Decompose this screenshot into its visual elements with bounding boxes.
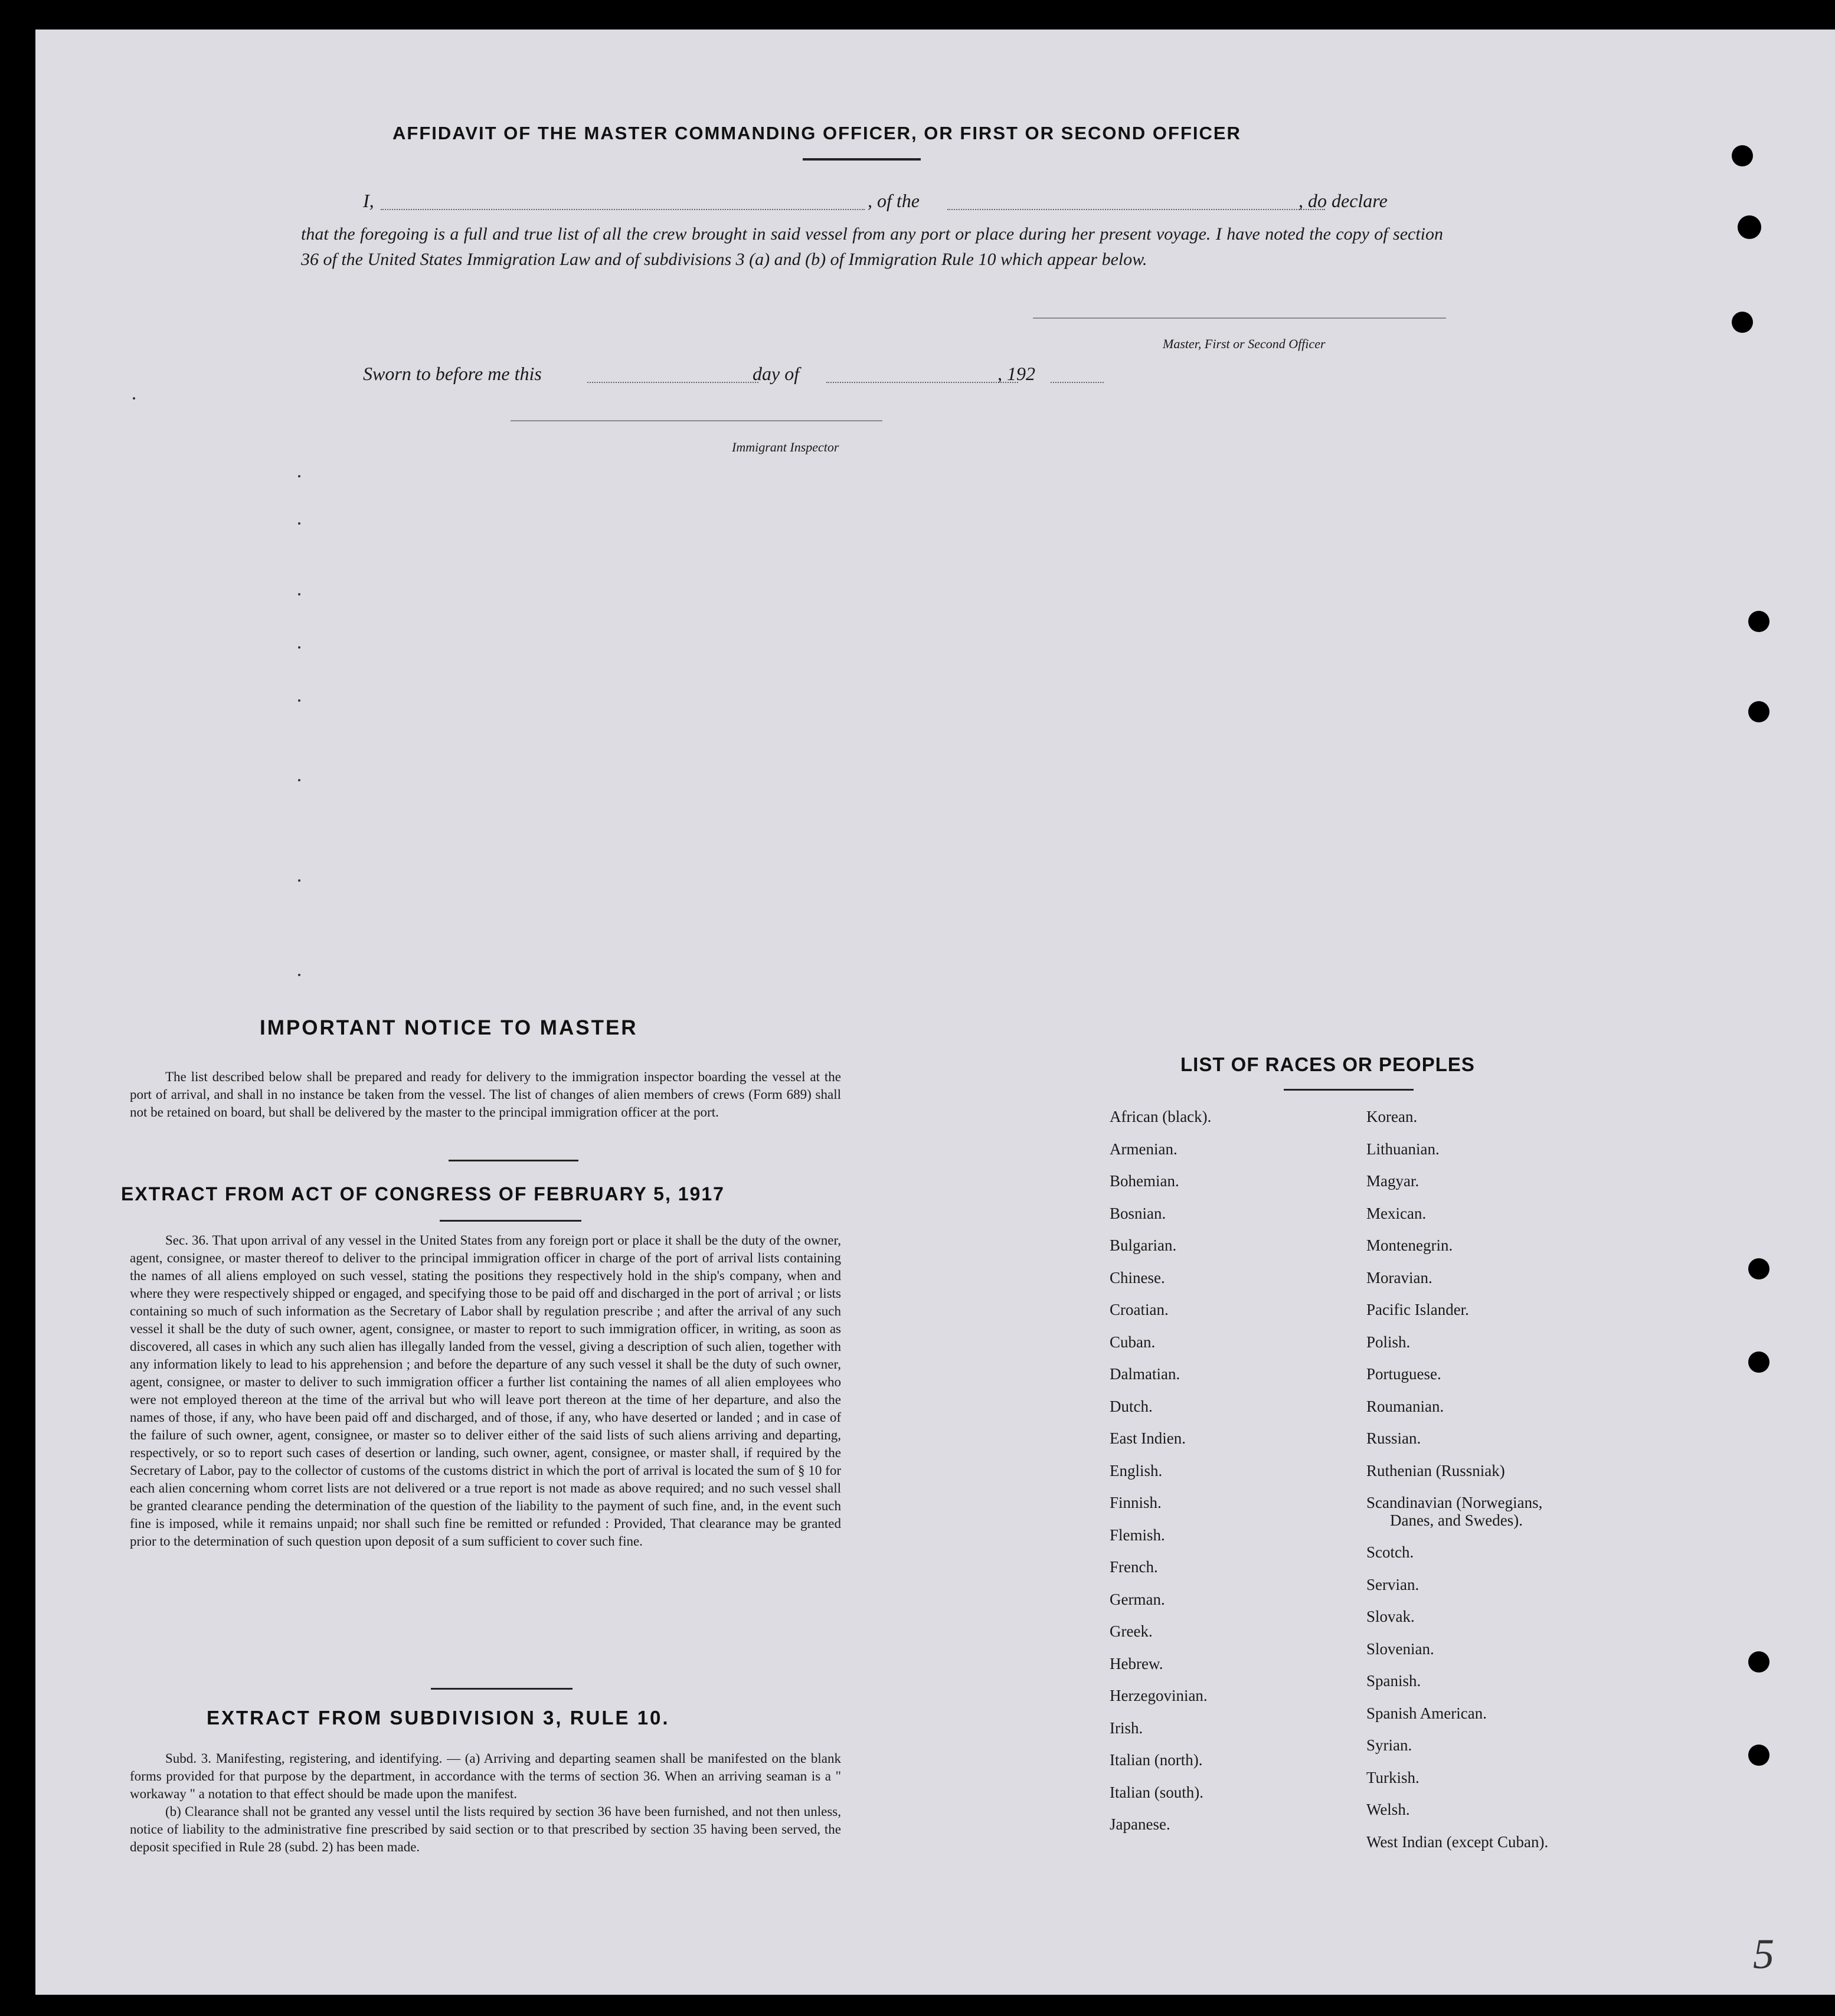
inspector-caption: Immigrant Inspector [732, 440, 839, 454]
race-item: Finnish. [1110, 1494, 1162, 1511]
inspector-signature-line [511, 420, 882, 421]
master-signature-caption: Master, First or Second Officer [1163, 336, 1326, 351]
races-title: LIST OF RACES OR PEOPLES [1180, 1053, 1475, 1075]
race-item: African (black). [1110, 1108, 1212, 1125]
punch-hole [1748, 1651, 1769, 1673]
handwritten-page-number: 5 [1753, 1930, 1774, 1978]
act-extract-divider [431, 1688, 573, 1690]
race-item: Hebrew. [1110, 1654, 1163, 1673]
race-item: Greek. [1110, 1622, 1153, 1640]
punch-hole [1732, 312, 1753, 333]
stray-mark [298, 974, 300, 976]
punch-hole [1748, 611, 1769, 632]
notice-title: IMPORTANT NOTICE TO MASTER [260, 1016, 638, 1039]
race-item: Irish. [1110, 1719, 1143, 1737]
subdivision-b-paragraph: (b) Clearance shall not be granted any vessel until the lists required by section 36 have been furnished, and not then unless, notice of liability to the administrative fine prescribed by said section or to that prescribed by section 35 having been served, the deposit specified in Rule 28 (subd. 2) has been made. [130, 1804, 841, 1854]
race-item: Spanish. [1366, 1672, 1421, 1690]
race-item: Armenian. [1110, 1140, 1177, 1158]
stray-mark [298, 593, 300, 595]
stray-mark [298, 879, 300, 882]
race-item: Polish. [1366, 1333, 1411, 1351]
stray-mark [298, 646, 300, 649]
master-signature-line [1033, 318, 1446, 319]
subdivision-a-paragraph: Subd. 3. Manifesting, registering, and identifying. — (a) Arriving and departing seamen shall be manifested on the blank forms provided for that purpose by the department, in accordance with the terms of section 36. When an arriving seaman is a " workaway " a notation to that effect should be made upon the manifest. [130, 1751, 841, 1801]
race-item: Korean. [1366, 1108, 1418, 1125]
race-item: Dalmatian. [1110, 1365, 1180, 1383]
race-item: Mexican. [1366, 1204, 1427, 1222]
punch-hole [1748, 1351, 1769, 1373]
sworn-day-blank [587, 382, 758, 383]
race-item: Bulgarian. [1110, 1236, 1177, 1254]
race-item: Magyar. [1366, 1172, 1419, 1190]
rule-extract-title: EXTRACT FROM SUBDIVISION 3, RULE 10. [207, 1707, 670, 1729]
document-page [35, 30, 1835, 1995]
stray-mark [133, 397, 135, 400]
act-extract-body [130, 1232, 841, 1550]
affidavit-body: that the foregoing is a full and true list of all the crew brought in said vessel from any port or place during her present voyage. I have noted the copy of section 36 of the United States Immigration Law and of subdivisions 3 (a) and (b) of Immigration Rule 10 which appear below. [301, 224, 1443, 269]
sworn-label: Sworn to before me this [363, 363, 542, 384]
punch-hole [1732, 145, 1753, 166]
affidavit-declare-label: , do declare [1298, 190, 1388, 211]
race-item: Portuguese. [1366, 1365, 1441, 1383]
rule-extract-body [130, 1750, 841, 1856]
race-item: Syrian. [1366, 1736, 1412, 1754]
race-item: Russian. [1366, 1429, 1421, 1447]
race-item: Italian (south). [1110, 1783, 1203, 1801]
affidavit-i-label: I, [363, 190, 374, 211]
race-item: Turkish. [1366, 1768, 1419, 1786]
punch-hole [1748, 1745, 1769, 1766]
race-item: Roumanian. [1366, 1397, 1444, 1415]
race-item: Bosnian. [1110, 1204, 1166, 1222]
affidavit-title: AFFIDAVIT OF THE MASTER COMMANDING OFFICER, OR FIRST OR SECOND OFFICER [392, 123, 1241, 143]
stray-mark [298, 779, 300, 781]
race-item: Croatian. [1110, 1301, 1169, 1318]
race-item: Spanish American. [1366, 1704, 1487, 1722]
races-title-underline [1284, 1089, 1414, 1091]
act-extract-underline [440, 1220, 581, 1222]
race-item: Scotch. [1366, 1543, 1414, 1561]
sworn-year-blank [1051, 382, 1104, 383]
races-right-column [1366, 1101, 1548, 1858]
race-item: Bohemian. [1110, 1172, 1179, 1190]
notice-divider [449, 1160, 578, 1161]
sworn-month-blank [826, 382, 1018, 383]
affidavit-title-underline [803, 158, 921, 161]
race-item: Herzegovinian. [1110, 1687, 1208, 1704]
stray-mark [298, 522, 300, 525]
notice-paragraph: The list described below shall be prepared and ready for delivery to the immigration inspector boarding the vessel at the port of arrival, and shall in no instance be taken from the vessel. The list of changes of alien members of crews (Form 689) shall not be retained on board, but shall be delivered by the master to the principal immigration officer at the port. [130, 1069, 841, 1120]
day-of-label: day of [753, 363, 800, 384]
race-item: Slovenian. [1366, 1639, 1434, 1658]
race-item: Cuban. [1110, 1333, 1156, 1351]
affidavit-of-the-label: , of the [868, 190, 920, 211]
race-item: Slovak. [1366, 1608, 1415, 1625]
race-item: Japanese. [1110, 1815, 1170, 1833]
stray-mark [298, 699, 300, 702]
race-item: Flemish. [1110, 1526, 1165, 1544]
race-item: Lithuanian. [1366, 1140, 1440, 1158]
race-item: Italian (north). [1110, 1751, 1203, 1769]
race-item: Pacific Islander. [1366, 1301, 1469, 1318]
punch-hole [1748, 701, 1769, 722]
stray-mark [298, 475, 300, 477]
year-label: , 192 [997, 363, 1035, 384]
section-36-paragraph: Sec. 36. That upon arrival of any vessel in the United States from any foreign port or place it shall be the duty of the owner, agent, consignee, or master thereof to deliver to the principal immigration officer in charge of the port of arrival lists containing the names of all aliens employed on such vessel, stating the positions they respectively hold in the ship's company, when and where they were respectively shipped or engaged, and specifying those to be paid off and discharged in the port of arrival ; or lists containing so much of such information as the Secretary of Labor shall by regulation prescribe ; and after the arrival of any such vessel it shall be the duty of such owner, agent, consignee, or master to report to such immigration officer, in writing, as soon as discovered, all cases in which any such alien has illegally landed from the vessel, giving a description of such alien, together with any information likely to lead to his apprehension ; and before the departure of any such vessel it shall be the duty of such owner, agent, consignee, or master to deliver to such immigration officer a further list containing the names of all alien employees who were not employed thereon at the time of the arrival but who will leave port thereon at the time of her departure, and also the names of those, if any, who have been paid off and discharged, and of those, if any, who have deserted or landed ; and in case of the failure of such owner, agent, consignee, or master so to deliver either of the said lists of such aliens arriving and departing, respectively, or so to report such cases of desertion or landing, such owner, agent, consignee, or master shall, if required by the Secretary of Labor, pay to the collector of customs of the customs district in which the port of arrival is located the sum of § 10 for each alien concerning whom corret lists are not delivered or a true report is not made as above required; and no such vessel shall be granted clearance pending the determination of the question of the liability to the payment of such fine, and, in the event such fine is imposed, while it remains unpaid; nor shall such fine be remitted or refunded : Provided, That clearance may be granted prior to the determination of such question upon deposit of a sum sufficient to cover such fine. [130, 1233, 841, 1549]
vessel-name-blank [947, 209, 1325, 210]
race-item: Dutch. [1110, 1397, 1153, 1415]
race-item: Chinese. [1110, 1268, 1165, 1287]
race-item: West Indian (except Cuban). [1366, 1832, 1549, 1851]
races-left-column [1110, 1101, 1211, 1841]
race-item: French. [1110, 1558, 1158, 1576]
punch-hole [1738, 215, 1761, 239]
declarant-name-blank [381, 209, 865, 210]
punch-hole [1748, 1258, 1769, 1279]
race-item: German. [1110, 1590, 1165, 1608]
race-item: Moravian. [1366, 1268, 1432, 1287]
act-extract-title: EXTRACT FROM ACT OF CONGRESS OF FEBRUARY 5, 1917 [121, 1183, 725, 1205]
race-item: Scandinavian (Norwegians, [1366, 1494, 1543, 1511]
race-item: East Indien. [1110, 1429, 1186, 1447]
race-item: English. [1110, 1461, 1163, 1480]
race-item: Montenegrin. [1366, 1236, 1453, 1254]
race-item: Ruthenian (Russniak) [1366, 1461, 1505, 1480]
race-item: Welsh. [1366, 1801, 1410, 1818]
race-item: Danes, and Swedes). [1390, 1511, 1523, 1529]
notice-body [130, 1068, 841, 1121]
race-item: Servian. [1366, 1575, 1419, 1593]
